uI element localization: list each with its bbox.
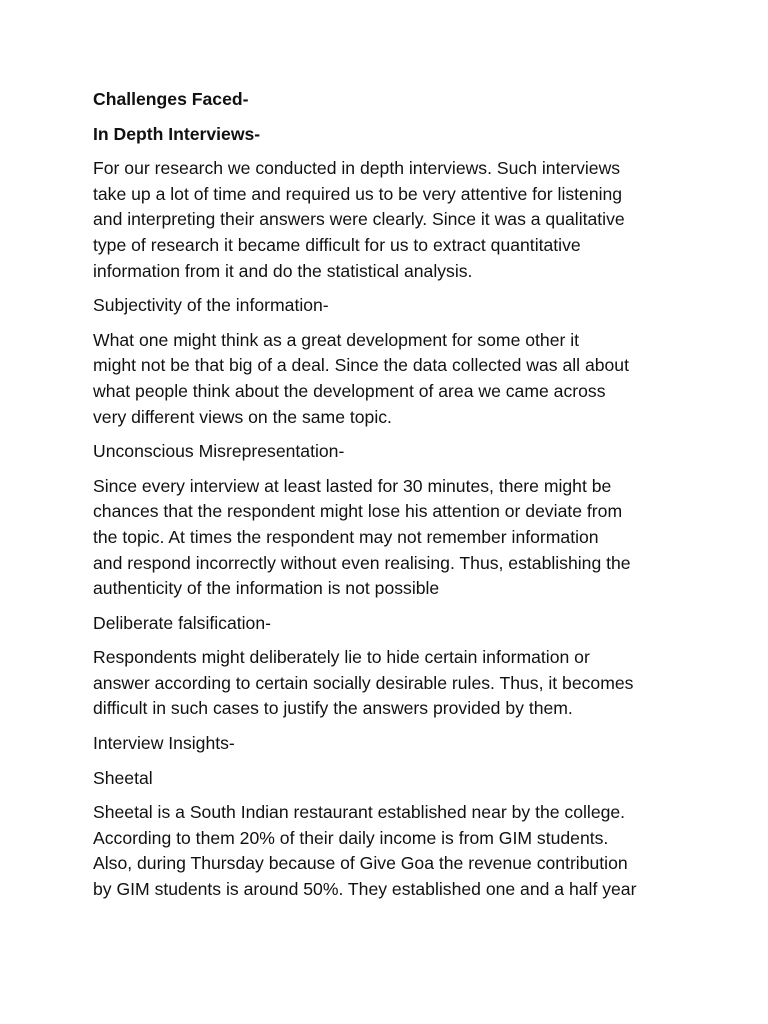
subheading-text: Unconscious Misrepresentation- (93, 441, 345, 462)
paragraph-line: authenticity of the information is not possible (93, 578, 440, 599)
paragraph-line: chances that the respondent might lose his attention or deviate from (93, 501, 623, 522)
paragraph-line: very different views on the same topic. (93, 406, 392, 427)
heading-text: Challenges Faced- (93, 89, 249, 109)
paragraph-subjectivity (93, 328, 683, 430)
subheading-subjectivity (93, 293, 683, 319)
paragraph-unconscious-misrepresentation (93, 474, 683, 602)
paragraph-line: the topic. At times the respondent may not remember information (93, 526, 599, 547)
subheading-interview-insights (93, 731, 683, 757)
heading-text: In Depth Interviews- (93, 123, 261, 144)
paragraph-line: take up a lot of time and required us to be very attentive for listening (93, 183, 623, 204)
paragraph-line: and interpreting their answers were clearly. Since it was a qualitative (93, 209, 625, 230)
subheading-text: Subjectivity of the information- (93, 295, 329, 316)
subheading-text: Sheetal (93, 767, 153, 788)
subheading-unconscious-misrepresentation (93, 439, 683, 465)
paragraph-line: type of research it became difficult for us to extract quantitative (93, 234, 581, 255)
subheading-deliberate-falsification (93, 611, 683, 637)
paragraph-line: difficult in such cases to justify the answers provided by them. (93, 698, 573, 719)
paragraph-line: Respondents might deliberately lie to hide certain information or (93, 647, 590, 668)
paragraph-line: what people think about the development of area we came across (93, 380, 606, 401)
paragraph-line: Sheetal is a South Indian restaurant established near by the college. (93, 802, 626, 823)
heading-challenges-faced (93, 87, 683, 113)
subheading-text: Deliberate falsification- (93, 612, 271, 633)
subheading-text: Interview Insights- (93, 733, 235, 754)
document-page (93, 87, 683, 912)
paragraph-line: might not be that big of a deal. Since the data collected was all about (93, 355, 629, 376)
paragraph-line: What one might think as a great development for some other it (93, 329, 580, 350)
paragraph-line: answer according to certain socially desirable rules. Thus, it becomes (93, 672, 634, 693)
paragraph-line: information from it and do the statistical analysis. (93, 260, 473, 281)
paragraph-line: Since every interview at least lasted for 30 minutes, there might be (93, 475, 612, 496)
paragraph-sheetal (93, 800, 683, 902)
heading-in-depth-interviews (93, 122, 683, 148)
paragraph-deliberate-falsification (93, 645, 683, 722)
paragraph-line: For our research we conducted in depth interviews. Such interviews (93, 158, 621, 179)
paragraph-in-depth-interviews (93, 156, 683, 284)
paragraph-line: Also, during Thursday because of Give Goa the revenue contribution (93, 853, 628, 874)
paragraph-line: According to them 20% of their daily income is from GIM students. (93, 827, 609, 848)
paragraph-line: and respond incorrectly without even realising. Thus, establishing the (93, 552, 631, 573)
subheading-sheetal (93, 766, 683, 792)
paragraph-line: by GIM students is around 50%. They established one and a half year (93, 879, 637, 900)
